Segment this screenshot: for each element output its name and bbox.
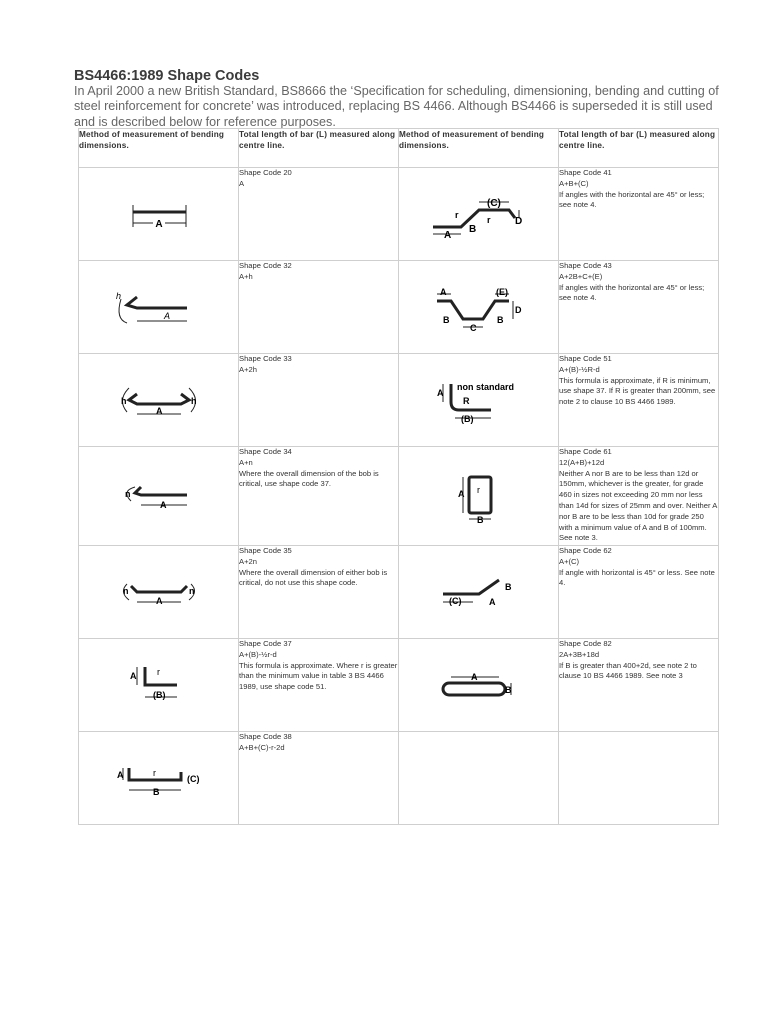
shape-35-cell — [239, 546, 399, 639]
shape-43-diagram — [399, 261, 559, 354]
label-b-paren: (B) — [153, 690, 166, 700]
label-n: n — [189, 586, 195, 596]
shape-code-title: Shape Code 61 — [559, 447, 612, 456]
shape-formula: A+2n — [239, 556, 257, 566]
label-e: (E) — [496, 287, 508, 297]
header-method-left: Method of measurement of bending dimensions. — [79, 129, 239, 168]
figure-shape-43 — [399, 261, 559, 354]
header-length-right: Total length of bar (L) measured along centre line. — [559, 129, 719, 168]
table-row — [79, 168, 719, 261]
label-a: A — [160, 500, 167, 510]
shape-20-diagram — [79, 168, 239, 261]
label-c: (C) — [449, 596, 462, 606]
table-row — [79, 546, 719, 639]
label-a: A — [164, 311, 171, 321]
label-d: D — [515, 216, 523, 227]
label-a: A — [155, 219, 163, 230]
figure-shape-32 — [79, 261, 239, 354]
label-a: A — [156, 596, 163, 606]
shape-code-title: Shape Code 32 — [239, 261, 292, 270]
shape-37-diagram — [79, 639, 239, 732]
shape-62-cell — [559, 546, 719, 639]
shape-code-title: Shape Code 43 — [559, 261, 612, 270]
shape-code-title: Shape Code 38 — [239, 732, 292, 741]
shape-33-cell — [239, 354, 399, 447]
table-row — [79, 639, 719, 732]
label-big-r: R — [463, 396, 470, 406]
label-a: A — [117, 770, 124, 780]
shape-code-title: Shape Code 51 — [559, 354, 612, 363]
shape-formula: A+2h — [239, 364, 257, 374]
shape-formula: A+B+(C) — [559, 178, 589, 188]
shape-32-cell — [239, 261, 399, 354]
shape-34-cell — [239, 447, 399, 546]
label-r: r — [477, 485, 480, 495]
table-header-row — [79, 129, 719, 168]
shape-62-diagram — [399, 546, 559, 639]
label-n: n — [123, 586, 129, 596]
label-r: r — [487, 215, 491, 225]
shape-formula: A+2B+C+(E) — [559, 271, 603, 281]
shape-33-diagram — [79, 354, 239, 447]
header-length-left: Total length of bar (L) measured along centre line. — [239, 129, 399, 168]
figure-shape-51 — [399, 354, 559, 447]
label-h: h — [121, 396, 127, 406]
label-d: D — [515, 305, 522, 315]
table-row — [79, 447, 719, 546]
label-b: B — [505, 685, 512, 695]
shape-code-title: Shape Code 33 — [239, 354, 292, 363]
label-h: h — [116, 291, 122, 301]
figure-shape-62 — [399, 546, 559, 639]
shape-code-title: Shape Code 37 — [239, 639, 292, 648]
shape-note: Where the overall dimension of either bob is critical, do not use this shape code. — [239, 567, 388, 588]
shape-code-title: Shape Code 20 — [239, 168, 292, 177]
label-a: A — [444, 230, 452, 241]
shape-34-diagram — [79, 447, 239, 546]
shape-82-cell — [559, 639, 719, 732]
shape-formula: A+(B)-½r-d — [239, 649, 277, 659]
label-b: B — [443, 315, 450, 325]
shape-note: Where the overall dimension of the bob is critical, use shape code 37. — [239, 468, 379, 489]
label-a: A — [437, 388, 444, 398]
shape-35-diagram — [79, 546, 239, 639]
label-a: A — [440, 287, 447, 297]
label-b: B — [153, 787, 160, 797]
shape-code-title: Shape Code 34 — [239, 447, 292, 456]
label-b: B — [477, 515, 484, 525]
shape-20-cell — [239, 168, 399, 261]
label-non-standard: non standard — [457, 382, 515, 392]
shape-note: This formula is approximate, if R is minimum, use shape 37. If R is greater than 200mm, see note 2 to clause 10 BS 4466 1989. — [559, 375, 716, 407]
label-b-paren: (B) — [461, 414, 474, 424]
shape-82-diagram — [399, 639, 559, 732]
shape-41-diagram — [399, 168, 559, 261]
shape-51-diagram — [399, 354, 559, 447]
label-a: A — [458, 489, 465, 499]
label-h: h — [191, 396, 197, 406]
table-row — [79, 354, 719, 447]
figure-shape-41 — [399, 168, 559, 261]
label-r: r — [157, 667, 160, 677]
figure-shape-34 — [79, 447, 239, 546]
label-n: n — [125, 489, 131, 499]
shape-51-cell — [559, 354, 719, 447]
header-method-right: Method of measurement of bending dimensions. — [399, 129, 559, 168]
shape-codes-table — [78, 128, 719, 825]
shape-note: If angles with the horizontal are 45° or less; see note 4. — [559, 189, 705, 210]
label-a: A — [471, 672, 478, 682]
shape-32-diagram — [79, 261, 239, 354]
figure-shape-20 — [79, 168, 239, 261]
figure-shape-33 — [79, 354, 239, 447]
shape-note: If angle with horizontal is 45° or less. See note 4. — [559, 567, 715, 588]
label-b: B — [505, 582, 512, 592]
shape-formula: 2A+3B+18d — [559, 649, 600, 659]
figure-shape-37 — [79, 639, 239, 732]
figure-shape-61 — [399, 447, 559, 546]
shape-note: This formula is approximate. Where r is greater than the minimum value in table 3 BS 4466 1989, use shape code 51. — [239, 660, 398, 692]
shape-43-cell — [559, 261, 719, 354]
table-row — [79, 261, 719, 354]
label-a: A — [156, 406, 163, 416]
label-c-plain: C — [470, 323, 477, 333]
empty-text-cell — [559, 732, 719, 825]
label-a: A — [130, 671, 137, 681]
shape-note: Neither A nor B are to be less than 12d or 150mm, whichever is the greater, for grade 460 in sizes not exceeding 20 mm nor less than 14d for sizes of 25mm and over. Neither A nor B are to be less than 10d for grade 250 with a minimum value of A and B of 100mm. See note 3. — [559, 468, 717, 543]
shape-formula: A+n — [239, 457, 253, 467]
shape-38-cell — [239, 732, 399, 825]
label-c: (C) — [487, 198, 501, 209]
shape-code-title: Shape Code 35 — [239, 546, 292, 555]
label-r: r — [153, 768, 156, 778]
table-row — [79, 732, 719, 825]
label-c: (C) — [187, 774, 200, 784]
shape-note: If angles with the horizontal are 45° or less; see note 4. — [559, 282, 705, 303]
label-b: B — [469, 224, 477, 235]
shape-61-diagram — [399, 447, 559, 546]
figure-shape-82 — [399, 639, 559, 732]
figure-shape-38 — [79, 732, 239, 825]
intro-paragraph: In April 2000 a new British Standard, BS8666 the ‘Specification for scheduling, dimensioning, bending and cutting of steel reinforcement for concrete’ was introduced, replacing BS 4466. Although BS4466 is superseded it is still used and is described below for reference purposes. — [74, 84, 719, 129]
page-title: BS4466:1989 Shape Codes — [74, 68, 260, 84]
shape-61-cell — [559, 447, 719, 546]
shape-38-diagram — [79, 732, 239, 825]
shape-formula: A+h — [239, 271, 253, 281]
shape-formula: A+(B)-½R-d — [559, 364, 600, 374]
shape-code-title: Shape Code 41 — [559, 168, 612, 177]
shape-formula: A — [239, 178, 245, 188]
shape-code-title: Shape Code 82 — [559, 639, 612, 648]
label-b: B — [497, 315, 504, 325]
shape-formula: A+B+(C)-r-2d — [239, 742, 285, 752]
shape-code-title: Shape Code 62 — [559, 546, 612, 555]
shape-formula: A+(C) — [559, 556, 580, 566]
shape-note: If B is greater than 400+2d, see note 2 to clause 10 BS 4466 1989. See note 3 — [559, 660, 697, 681]
shape-41-cell — [559, 168, 719, 261]
label-a: A — [489, 597, 496, 607]
label-r: r — [455, 210, 459, 220]
empty-figure-cell — [399, 732, 559, 825]
figure-shape-35 — [79, 546, 239, 639]
shape-37-cell — [239, 639, 399, 732]
shape-formula: 12(A+B)+12d — [559, 457, 605, 467]
